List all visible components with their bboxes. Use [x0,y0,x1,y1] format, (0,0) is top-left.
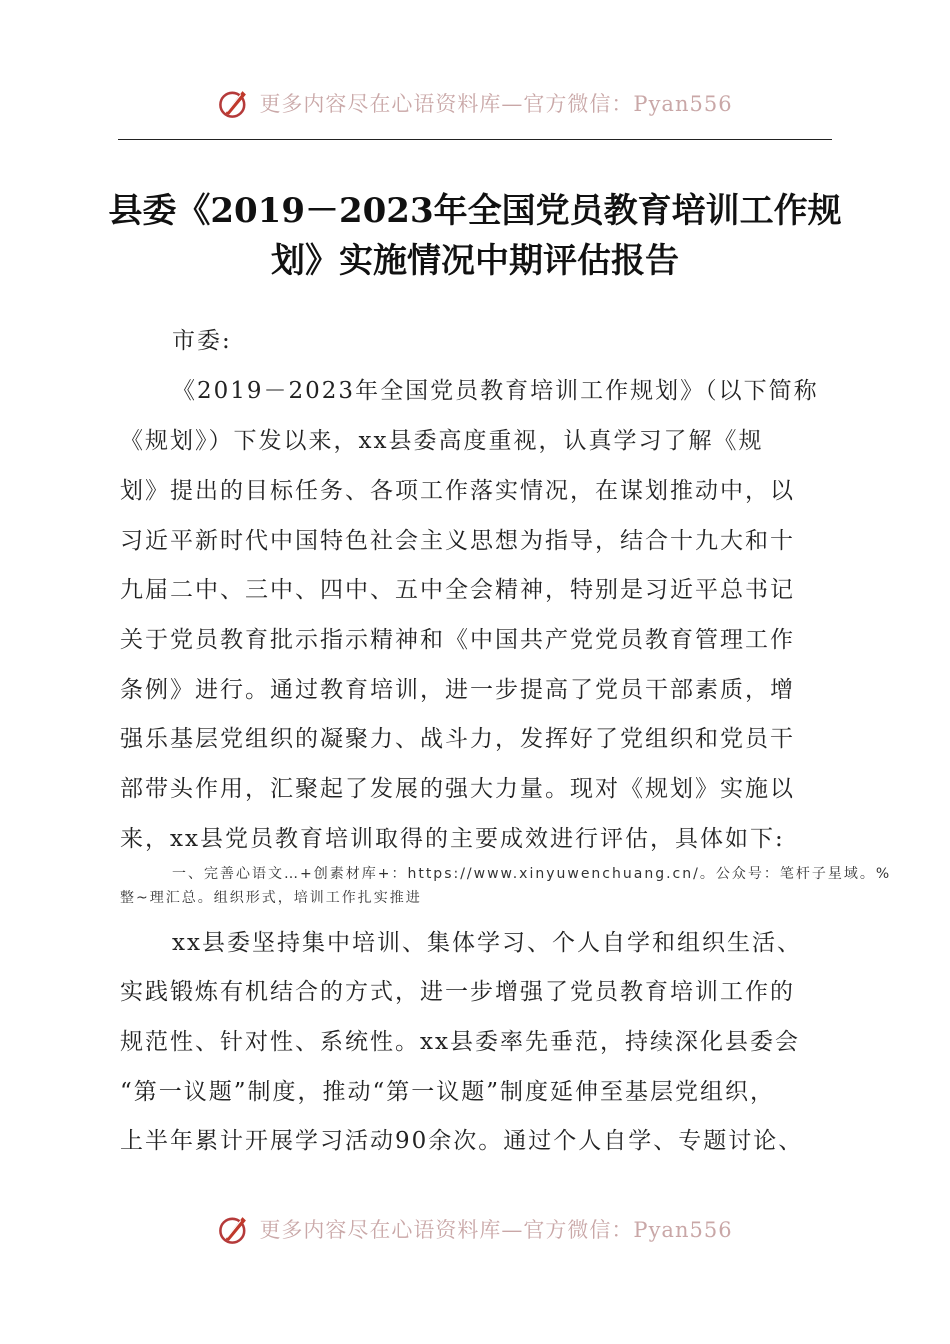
paragraph-line: 习近平新时代中国特色社会主义思想为指导，结合十九大和十 [120,528,795,554]
paragraph-line: 条例》进行。通过教育培训，进一步提高了党员干部素质，增 [120,677,795,703]
section-heading-note: 整~理汇总。组织形式，培训工作扎实推进 [120,890,422,906]
paragraph-line: “第一议题”制度，推动“第一议题”制度延伸至基层党组织， [120,1079,776,1105]
title-line: 县委《2019－2023年全国党员教育培训工作规 [108,191,842,231]
paragraph-line: 来，xx县党员教育培训取得的主要成效进行评估，具体如下: [120,826,785,852]
paragraph-line: 部带头作用，汇聚起了发展的强大力量。现对《规划》实施以 [120,776,795,802]
pen-feather-logo-icon [217,1212,251,1246]
paragraph-line: 划》提出的目标任务、各项工作落实情况，在谋划推动中，以 [120,478,795,504]
paragraph-line: xx县委坚持集中培训、集体学习、个人自学和组织生活、 [172,930,802,956]
paragraph-line: 上半年累计开展学习活动90余次。通过个人自学、专题讨论、 [120,1128,804,1154]
paragraph-line: 《规划》）下发以来，xx县委高度重视，认真学习了解《规 [120,428,764,454]
paragraph-line: 规范性、针对性、系统性。xx县委率先垂范，持续深化县委会 [120,1029,800,1055]
document-title [100,186,850,286]
paragraph-line: 《2019－2023年全国党员教育培训工作规划》（以下简称 [172,378,819,404]
pen-feather-logo-icon [217,86,251,120]
footer-banner [0,1204,950,1254]
paragraph-line: 实践锻炼有机结合的方式，进一步增强了党员教育培训工作的 [120,979,795,1005]
paragraph-line: 强乐基层党组织的凝聚力、战斗力，发挥好了党组织和党员干 [120,726,795,752]
title-line: 划》实施情况中期评估报告 [271,241,679,281]
paragraph-line: 九届二中、三中、四中、五中全会精神，特别是习近平总书记 [120,577,795,603]
banner-text: 更多内容尽在心语资料库—官方微信：Pyan556 [259,92,733,116]
salutation: 市委: [172,328,232,354]
banner-text: 更多内容尽在心语资料库—官方微信：Pyan556 [259,1218,733,1242]
header-banner [0,78,950,128]
paragraph-line: 关于党员教育批示指示精神和《中国共产党党员教育管理工作 [120,627,795,653]
header-divider [118,139,832,140]
section-heading-note: 一、完善心语文…+创素材库+：https://www.xinyuwenchuang.cn/。公众号：笔杆子星域。% [172,866,892,882]
